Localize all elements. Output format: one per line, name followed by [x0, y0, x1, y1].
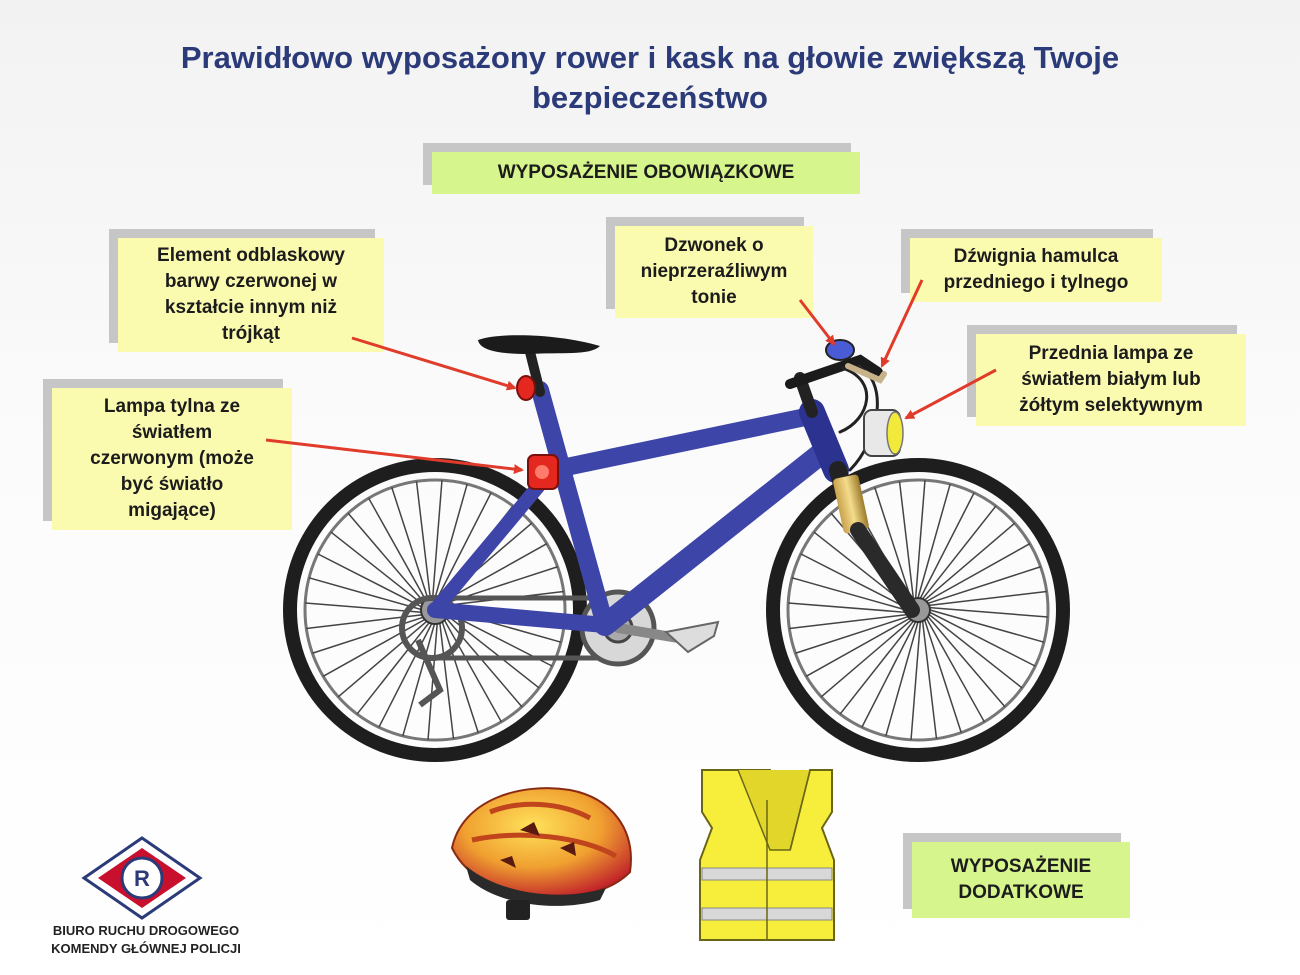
- callout-front-lamp-text: Przednia lampa ze światłem białym lub żółtym selektywnym: [1019, 343, 1203, 416]
- title-line-2: bezpieczeństwo: [532, 80, 768, 115]
- spoke: [392, 487, 429, 600]
- spoke: [925, 523, 1015, 600]
- spoke: [926, 544, 1029, 602]
- logo-caption: [36, 922, 256, 958]
- spoke: [348, 513, 425, 603]
- title-line-1: Prawidłowo wyposażony rower i kask na głowie zwiększą Twoje: [180, 40, 1120, 75]
- spoke: [338, 620, 428, 697]
- police-traffic-logo: [84, 838, 200, 918]
- spoke: [789, 615, 907, 629]
- spoke: [923, 621, 937, 739]
- vest-illustration: [700, 770, 834, 940]
- spoke: [369, 498, 427, 601]
- spoke: [926, 618, 984, 721]
- spoke: [930, 612, 1035, 666]
- spoke: [318, 554, 423, 608]
- pedal: [666, 622, 718, 652]
- spoke: [862, 622, 916, 727]
- spoke: [417, 481, 431, 599]
- arrow-brake-lever: [882, 280, 922, 366]
- callout-rear-reflector-text: Element odblaskowy barwy czerwonej w kształcie innym niż trójkąt: [157, 245, 345, 344]
- spoke: [925, 620, 962, 733]
- spoke: [928, 617, 1005, 707]
- rear-lamp: [528, 455, 558, 489]
- spoke: [929, 592, 1047, 606]
- callout-rear-lamp-text: Lampa tylna ze światłem czerwonym (może być światło migające): [90, 396, 254, 521]
- arrow-front-lamp: [906, 370, 996, 418]
- logo-caption-line-1: BIURO RUCHU DROGOWEGO: [52, 923, 240, 938]
- front-lamp: [864, 410, 903, 456]
- spoke: [443, 618, 501, 721]
- helmet-illustration: [452, 788, 631, 920]
- optional-equipment-label: WYPOSAŻENIE DODATKOWE: [950, 856, 1092, 903]
- spoke: [821, 620, 911, 697]
- callout-bell-text: Dzwonek o nieprzeraźliwym tonie: [640, 235, 788, 308]
- spoke: [445, 617, 522, 707]
- mandatory-equipment-label: WYPOSAŻENIE OBOWIĄZKOWE: [497, 162, 795, 183]
- saddle: [478, 335, 600, 354]
- spoke: [440, 621, 454, 739]
- spoke: [928, 567, 1041, 604]
- callout-brake-lever-text: Dźwignia hamulca przedniego i tylnego: [943, 246, 1129, 293]
- logo-caption-line-2: KOMENDY GŁÓWNEJ POLICJI: [51, 941, 241, 956]
- spoke: [806, 618, 909, 676]
- rear-reflector: [517, 376, 535, 400]
- spoke: [920, 493, 974, 598]
- logo-letter: R: [134, 866, 150, 891]
- spoke: [795, 617, 908, 654]
- bell: [826, 340, 854, 360]
- arrow-bell: [800, 300, 834, 344]
